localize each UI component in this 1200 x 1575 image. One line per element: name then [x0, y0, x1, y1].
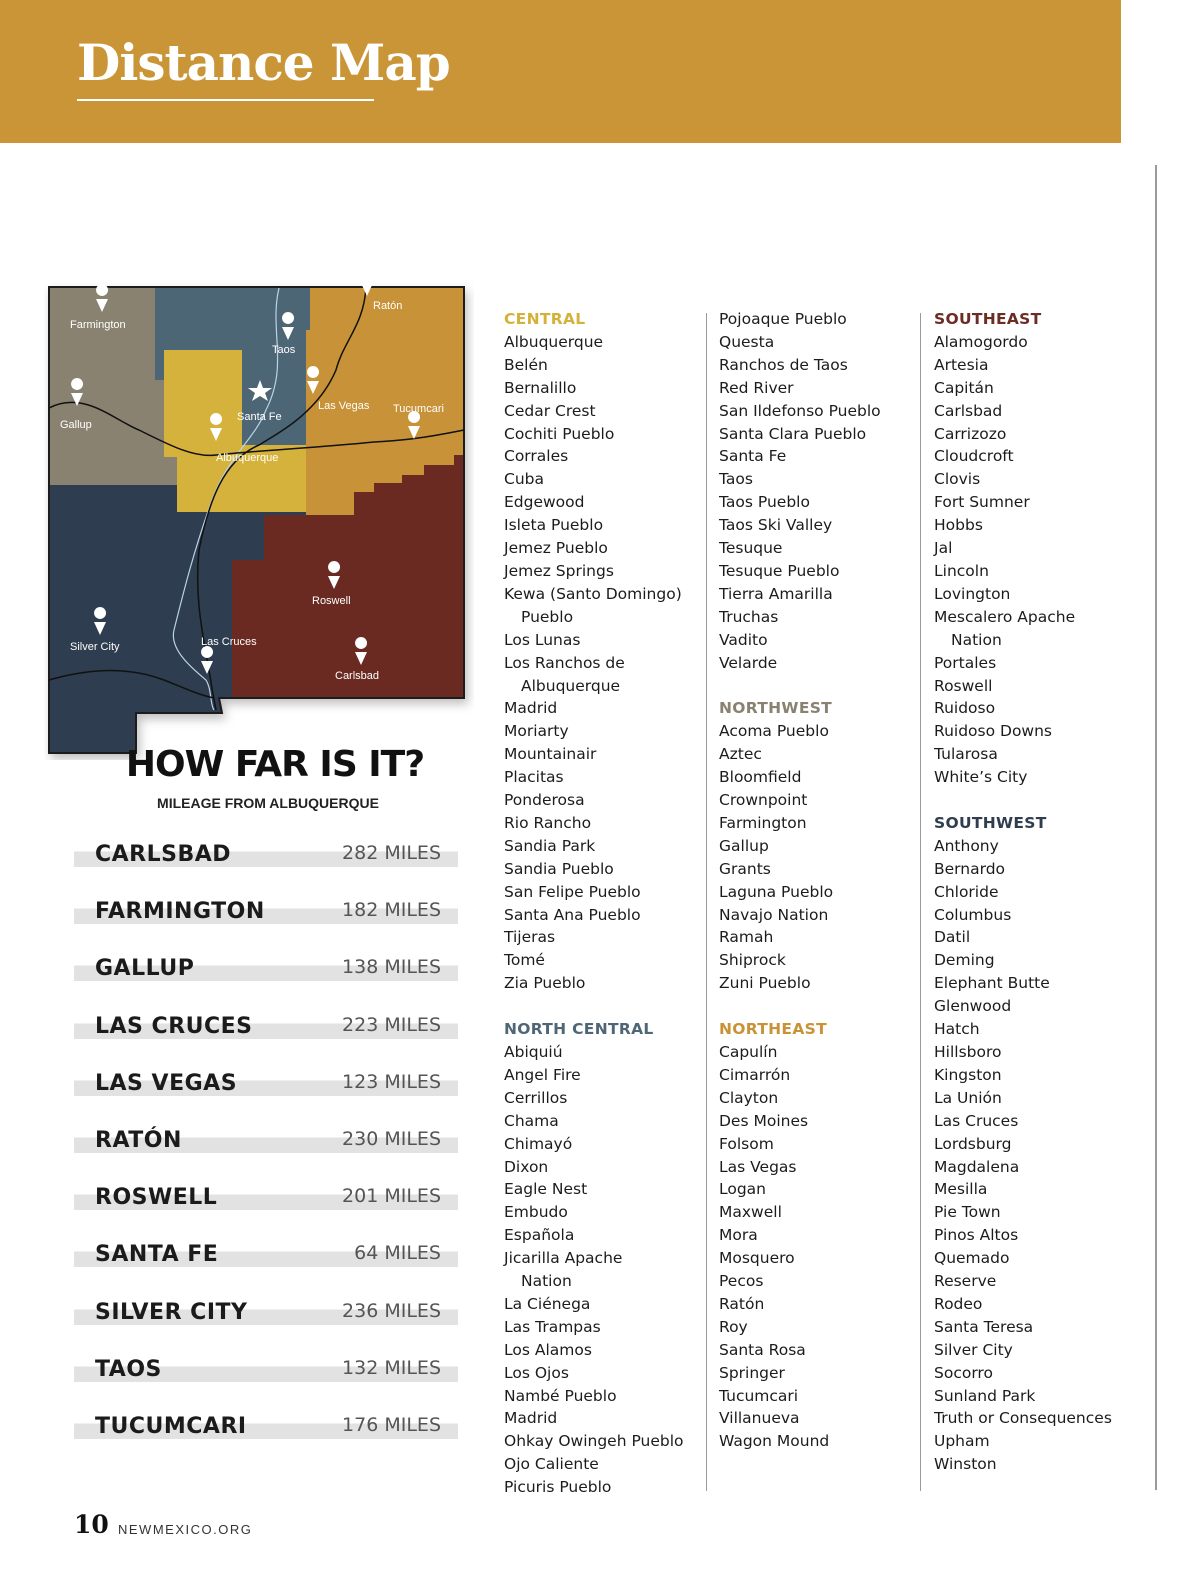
place-item: Quemado: [934, 1249, 1010, 1268]
place-item: Ratón: [719, 1294, 765, 1313]
region-southwest-block: [934, 812, 1144, 1476]
place-item: Bloomfield: [719, 768, 802, 787]
distance-row: [74, 1127, 458, 1153]
place-item: Farmington: [719, 813, 807, 832]
place-item: Pie Town: [934, 1203, 1001, 1222]
map-label-las-cruces: Las Cruces: [201, 636, 257, 648]
place-item: Glenwood: [934, 997, 1012, 1016]
distance-miles: 201 MILES: [342, 1185, 441, 1208]
distance-miles: 132 MILES: [342, 1356, 441, 1379]
place-item: Placitas: [504, 768, 564, 787]
place-item: Taos: [719, 470, 753, 489]
place-item: Mora: [719, 1226, 758, 1245]
place-item: Tesuque: [719, 539, 783, 558]
place-item: Chimayó: [504, 1134, 573, 1153]
place-item: Portales: [934, 653, 997, 672]
place-item: Jemez Pueblo: [504, 539, 608, 558]
place-item: Wagon Mound: [719, 1432, 830, 1451]
place-item: Pueblo: [521, 607, 574, 626]
distance-miles: 182 MILES: [342, 899, 441, 922]
region-northeast-block: [719, 1018, 919, 1453]
page-title: Distance Map: [77, 33, 450, 92]
place-item: Tesuque Pueblo: [719, 561, 840, 580]
place-item: Upham: [934, 1432, 990, 1451]
distance-miles: 236 MILES: [342, 1299, 441, 1322]
place-item: Mountainair: [504, 745, 597, 764]
distance-row: [74, 1356, 458, 1382]
distance-row: [74, 1013, 458, 1039]
place-item: Clovis: [934, 470, 981, 489]
place-item: Elephant Butte: [934, 974, 1050, 993]
place-item: Pecos: [719, 1272, 764, 1291]
place-item: Tucumcari: [719, 1386, 799, 1405]
place-item: White’s City: [934, 768, 1028, 787]
place-item: Las Trampas: [504, 1317, 601, 1336]
region-north-central-block: [504, 1018, 704, 1499]
place-item: Lordsburg: [934, 1134, 1012, 1153]
place-item: Capitán: [934, 378, 994, 397]
place-item: Bernalillo: [504, 378, 577, 397]
place-item: Los Ranchos de: [504, 653, 625, 672]
place-item: Roy: [719, 1317, 748, 1336]
place-item: Deming: [934, 951, 995, 970]
region-north-central-continued: [719, 308, 919, 675]
place-item: Picuris Pueblo: [504, 1478, 612, 1497]
distance-miles: 64 MILES: [354, 1242, 441, 1265]
place-item: Santa Teresa: [934, 1317, 1034, 1336]
place-item: Chloride: [934, 882, 999, 901]
place-item: Taos Ski Valley: [719, 516, 833, 535]
place-item: Albuquerque: [521, 676, 621, 695]
place-item: Ramah: [719, 928, 774, 947]
map-label-roswell: Roswell: [312, 595, 351, 607]
places-column-2: [719, 308, 919, 1453]
place-item: Cimarrón: [719, 1065, 791, 1084]
place-item: Lovington: [934, 584, 1011, 603]
place-item: Albuquerque: [504, 332, 604, 351]
place-item: Truchas: [719, 607, 779, 626]
distance-city: CARLSBAD: [95, 842, 232, 867]
place-item: Villanueva: [719, 1409, 800, 1428]
place-item: Des Moines: [719, 1111, 809, 1130]
place-item: Cloudcroft: [934, 447, 1014, 466]
place-item: Mescalero Apache: [934, 607, 1076, 626]
place-item: Moriarty: [504, 722, 569, 741]
region-central-block: [504, 308, 704, 995]
place-item: Lincoln: [934, 561, 989, 580]
map-label-taos: Taos: [272, 344, 296, 356]
place-item: Corrales: [504, 447, 569, 466]
map-label-las-vegas: Las Vegas: [318, 400, 370, 412]
place-item: Santa Fe: [719, 447, 787, 466]
distance-city: FARMINGTON: [95, 899, 265, 925]
place-item: Springer: [719, 1363, 785, 1382]
place-item: Questa: [719, 332, 775, 351]
distance-row: [74, 1070, 458, 1096]
place-item: Gallup: [719, 836, 769, 855]
place-item: Jicarilla Apache: [504, 1249, 623, 1268]
distance-city: LAS CRUCES: [95, 1013, 253, 1039]
column-divider: [920, 313, 921, 1491]
place-item: Aztec: [719, 745, 762, 764]
distance-row: [74, 1184, 458, 1210]
place-item: Artesia: [934, 355, 989, 374]
distance-city: RATÓN: [95, 1127, 182, 1153]
map-label-gallup: Gallup: [60, 419, 92, 431]
place-item: Tularosa: [934, 745, 998, 764]
place-item: Taos Pueblo: [719, 493, 810, 512]
column-divider: [706, 313, 707, 1491]
place-item: La Unión: [934, 1088, 1002, 1107]
place-item: Vadito: [719, 630, 768, 649]
region-southeast-block: [934, 308, 1144, 789]
place-item: Laguna Pueblo: [719, 882, 834, 901]
place-item: Silver City: [934, 1340, 1013, 1359]
place-item: Fort Sumner: [934, 493, 1030, 512]
place-item: Tierra Amarilla: [719, 584, 833, 603]
place-item: Nation: [951, 630, 1002, 649]
region-heading: NORTHWEST: [719, 699, 833, 718]
distance-city: TUCUMCARI: [95, 1413, 247, 1439]
place-item: Cuba: [504, 470, 544, 489]
place-item: Madrid: [504, 699, 558, 718]
place-item: Bernardo: [934, 859, 1006, 878]
place-item: Logan: [719, 1180, 767, 1199]
place-item: Hobbs: [934, 516, 983, 535]
map-label-silver-city: Silver City: [70, 641, 120, 653]
place-item: Española: [504, 1226, 575, 1245]
site-url: NEWMEXICO.ORG: [118, 1522, 253, 1537]
place-item: Acoma Pueblo: [719, 722, 829, 741]
place-item: San Felipe Pueblo: [504, 882, 641, 901]
place-item: Datil: [934, 928, 971, 947]
place-item: Los Alamos: [504, 1340, 592, 1359]
place-item: Jemez Springs: [504, 561, 614, 580]
place-item: Sandia Park: [504, 836, 596, 855]
place-item: Belén: [504, 355, 548, 374]
place-item: Shiprock: [719, 951, 786, 970]
place-item: Isleta Pueblo: [504, 516, 604, 535]
place-item: Reserve: [934, 1272, 997, 1291]
place-item: Nambé Pueblo: [504, 1386, 617, 1405]
place-item: Pojoaque Pueblo: [719, 310, 847, 328]
place-item: Truth or Consequences: [934, 1409, 1112, 1428]
place-item: Madrid: [504, 1409, 558, 1428]
distance-city: ROSWELL: [95, 1185, 218, 1211]
distance-row: [74, 1413, 458, 1439]
distance-subheading: MILEAGE FROM ALBUQUERQUE: [157, 795, 379, 811]
distance-city: LAS VEGAS: [95, 1070, 238, 1096]
place-item: Ranchos de Taos: [719, 355, 848, 374]
map-label-albuquerque: Albuquerque: [216, 452, 279, 464]
distance-miles: 230 MILES: [342, 1127, 441, 1150]
map-label-raton: Ratón: [373, 300, 403, 312]
place-item: La Ciénega: [504, 1294, 591, 1313]
places-column-1: [504, 308, 704, 1499]
place-item: Alamogordo: [934, 332, 1028, 351]
distance-miles: 176 MILES: [342, 1413, 441, 1436]
place-item: Ruidoso Downs: [934, 722, 1053, 741]
place-item: Pinos Altos: [934, 1226, 1019, 1245]
region-heading: SOUTHEAST: [934, 310, 1042, 328]
place-item: Hatch: [934, 1020, 980, 1039]
distance-row: [74, 1241, 458, 1267]
distance-row: [74, 955, 458, 981]
distance-city: TAOS: [95, 1356, 162, 1382]
place-item: Cedar Crest: [504, 401, 596, 420]
distance-row: [74, 1299, 458, 1325]
place-item: Los Lunas: [504, 630, 581, 649]
region-heading: SOUTHWEST: [934, 813, 1047, 832]
place-item: Dixon: [504, 1157, 549, 1176]
place-item: Mosquero: [719, 1249, 795, 1268]
distance-row: [74, 898, 458, 924]
distance-miles: 123 MILES: [342, 1070, 441, 1093]
place-item: Ponderosa: [504, 791, 585, 810]
place-item: Velarde: [719, 653, 778, 672]
place-item: Tijeras: [504, 928, 556, 947]
header-banner: [0, 0, 1121, 143]
title-underline: [77, 99, 374, 101]
place-item: Chama: [504, 1111, 559, 1130]
place-item: Abiquiú: [504, 1042, 563, 1061]
region-map: [44, 270, 474, 760]
place-item: Ohkay Owingeh Pueblo: [504, 1432, 684, 1451]
place-item: Edgewood: [504, 493, 585, 512]
place-item: Kewa (Santo Domingo): [504, 584, 682, 603]
distance-row: [74, 841, 458, 867]
map-label-santa-fe: Santa Fe: [237, 411, 282, 423]
place-item: Kingston: [934, 1065, 1002, 1084]
place-item: Hillsboro: [934, 1042, 1002, 1061]
distance-miles: 138 MILES: [342, 956, 441, 979]
place-item: Ojo Caliente: [504, 1455, 599, 1474]
place-item: Santa Rosa: [719, 1340, 806, 1359]
place-item: Navajo Nation: [719, 905, 829, 924]
place-item: Roswell: [934, 676, 993, 695]
place-item: Cochiti Pueblo: [504, 424, 615, 443]
page-number: 10: [74, 1510, 109, 1539]
region-heading: NORTH CENTRAL: [504, 1020, 654, 1039]
region-map-svg: [44, 270, 474, 760]
place-item: Jal: [934, 539, 953, 558]
map-label-farmington: Farmington: [70, 319, 126, 331]
place-item: Carlsbad: [934, 401, 1003, 420]
place-item: Nation: [521, 1272, 572, 1291]
place-item: Embudo: [504, 1203, 568, 1222]
place-item: Zuni Pueblo: [719, 974, 811, 993]
place-item: Red River: [719, 378, 794, 397]
place-item: Los Ojos: [504, 1363, 569, 1382]
place-item: Sunland Park: [934, 1386, 1036, 1405]
place-item: Rio Rancho: [504, 813, 592, 832]
place-item: Ruidoso: [934, 699, 996, 718]
region-northwest-block: [719, 697, 919, 995]
distance-city: SILVER CITY: [95, 1299, 248, 1325]
distance-city: SANTA FE: [95, 1242, 219, 1268]
places-column-3: [934, 308, 1144, 1476]
place-item: Anthony: [934, 836, 999, 855]
place-item: Zia Pueblo: [504, 974, 586, 993]
distance-list: [74, 841, 458, 1470]
place-item: Socorro: [934, 1363, 993, 1382]
place-item: Angel Fire: [504, 1065, 581, 1084]
place-item: Las Cruces: [934, 1111, 1019, 1130]
place-item: Winston: [934, 1455, 997, 1474]
place-item: Magdalena: [934, 1157, 1020, 1176]
region-heading: CENTRAL: [504, 310, 586, 328]
place-item: Cerrillos: [504, 1088, 568, 1107]
place-item: Maxwell: [719, 1203, 782, 1222]
place-item: Folsom: [719, 1134, 774, 1153]
place-item: Clayton: [719, 1088, 779, 1107]
place-item: Capulín: [719, 1042, 778, 1061]
distance-heading: HOW FAR IS IT?: [125, 744, 425, 785]
distance-miles: 223 MILES: [342, 1013, 441, 1036]
place-item: Eagle Nest: [504, 1180, 588, 1199]
place-item: Carrizozo: [934, 424, 1007, 443]
place-item: Rodeo: [934, 1294, 983, 1313]
region-heading: NORTHEAST: [719, 1020, 827, 1039]
distance-city: GALLUP: [95, 956, 195, 982]
place-item: Santa Ana Pueblo: [504, 905, 641, 924]
place-item: Crownpoint: [719, 791, 808, 810]
place-item: Santa Clara Pueblo: [719, 424, 867, 443]
place-item: Sandia Pueblo: [504, 859, 614, 878]
place-item: Las Vegas: [719, 1157, 797, 1176]
map-label-tucumcari: Tucumcari: [393, 403, 444, 415]
place-item: Grants: [719, 859, 771, 878]
page-edge-rule: [1155, 165, 1157, 1490]
place-item: Mesilla: [934, 1180, 988, 1199]
distance-miles: 282 MILES: [342, 842, 441, 864]
place-item: Tomé: [504, 951, 545, 970]
place-item: San Ildefonso Pueblo: [719, 401, 881, 420]
map-label-carlsbad: Carlsbad: [335, 670, 380, 682]
place-item: Columbus: [934, 905, 1012, 924]
